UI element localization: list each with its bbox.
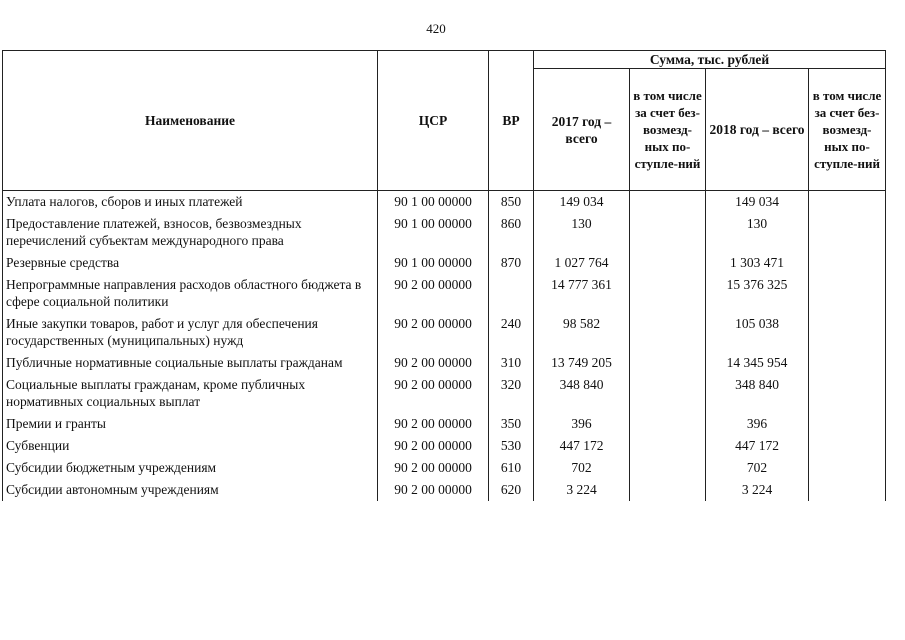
row-2018-total: 702 (706, 457, 809, 479)
row-vr: 530 (489, 435, 534, 457)
row-2017-free (630, 274, 706, 313)
table-row (3, 213, 886, 252)
row-vr: 350 (489, 413, 534, 435)
budget-table (2, 50, 886, 501)
row-2018-free (809, 479, 886, 501)
row-2018-free (809, 435, 886, 457)
row-csr: 90 1 00 00000 (378, 252, 489, 274)
row-2018-free (809, 352, 886, 374)
row-2017-free (630, 457, 706, 479)
row-2017-free (630, 191, 706, 214)
row-2018-free (809, 213, 886, 252)
row-name: Премии и гранты (3, 413, 378, 435)
row-2017-free (630, 352, 706, 374)
row-name: Резервные средства (3, 252, 378, 274)
header-2018-free: в том числе за счет без-возмезд-ных по-ступле-ний (809, 69, 886, 191)
table-row (3, 352, 886, 374)
row-csr: 90 2 00 00000 (378, 457, 489, 479)
row-vr (489, 274, 534, 313)
row-vr: 620 (489, 479, 534, 501)
row-2018-free (809, 274, 886, 313)
header-sum-group: Сумма, тыс. рублей (534, 51, 886, 69)
row-2017-total: 14 777 361 (534, 274, 630, 313)
row-2018-free (809, 252, 886, 274)
row-2017-free (630, 213, 706, 252)
row-name: Субсидии автономным учреждениям (3, 479, 378, 501)
row-csr: 90 2 00 00000 (378, 313, 489, 352)
row-name: Предоставление платежей, взносов, безвозмездных перечислений субъектам международного права (3, 213, 378, 252)
row-2018-total: 348 840 (706, 374, 809, 413)
row-vr: 850 (489, 191, 534, 214)
row-2017-free (630, 413, 706, 435)
page-number: 420 (426, 21, 446, 36)
row-2018-total: 396 (706, 413, 809, 435)
row-2018-total: 1 303 471 (706, 252, 809, 274)
row-2017-total: 447 172 (534, 435, 630, 457)
row-2018-free (809, 313, 886, 352)
row-2018-total: 15 376 325 (706, 274, 809, 313)
header-csr: ЦСР (378, 51, 489, 191)
row-csr: 90 1 00 00000 (378, 191, 489, 214)
row-2018-total: 3 224 (706, 479, 809, 501)
row-2018-free (809, 413, 886, 435)
table-row (3, 435, 886, 457)
row-csr: 90 1 00 00000 (378, 213, 489, 252)
row-2017-free (630, 313, 706, 352)
table-row (3, 374, 886, 413)
header-2017-total: 2017 год – всего (534, 69, 630, 191)
row-vr: 860 (489, 213, 534, 252)
row-csr: 90 2 00 00000 (378, 435, 489, 457)
row-2018-free (809, 374, 886, 413)
table-body (3, 191, 886, 502)
row-csr: 90 2 00 00000 (378, 479, 489, 501)
table-row (3, 191, 886, 214)
row-vr: 320 (489, 374, 534, 413)
row-2017-total: 396 (534, 413, 630, 435)
row-2017-total: 3 224 (534, 479, 630, 501)
table-row (3, 413, 886, 435)
row-name: Публичные нормативные социальные выплаты гражданам (3, 352, 378, 374)
row-2018-total: 105 038 (706, 313, 809, 352)
header-2018-total: 2018 год – всего (706, 69, 809, 191)
row-2017-total: 149 034 (534, 191, 630, 214)
row-vr: 310 (489, 352, 534, 374)
row-2017-free (630, 479, 706, 501)
row-name: Уплата налогов, сборов и иных платежей (3, 191, 378, 214)
row-2017-total: 130 (534, 213, 630, 252)
header-vr: ВР (489, 51, 534, 191)
row-2017-total: 13 749 205 (534, 352, 630, 374)
row-2018-total: 130 (706, 213, 809, 252)
row-name: Субвенции (3, 435, 378, 457)
row-vr: 870 (489, 252, 534, 274)
row-2017-free (630, 252, 706, 274)
row-2018-free (809, 457, 886, 479)
row-csr: 90 2 00 00000 (378, 413, 489, 435)
row-2017-total: 702 (534, 457, 630, 479)
header-name: Наименование (3, 51, 378, 191)
row-name: Непрограммные направления расходов областного бюджета в сфере социальной политики (3, 274, 378, 313)
row-csr: 90 2 00 00000 (378, 274, 489, 313)
row-csr: 90 2 00 00000 (378, 374, 489, 413)
row-csr: 90 2 00 00000 (378, 352, 489, 374)
row-name: Социальные выплаты гражданам, кроме публичных нормативных социальных выплат (3, 374, 378, 413)
table-row (3, 313, 886, 352)
row-2017-total: 98 582 (534, 313, 630, 352)
row-2018-free (809, 191, 886, 214)
row-2018-total: 149 034 (706, 191, 809, 214)
table-row (3, 274, 886, 313)
table-row (3, 479, 886, 501)
row-2017-free (630, 374, 706, 413)
table-header (3, 51, 886, 191)
row-vr: 240 (489, 313, 534, 352)
table-row (3, 457, 886, 479)
row-name: Субсидии бюджетным учреждениям (3, 457, 378, 479)
row-2017-total: 1 027 764 (534, 252, 630, 274)
row-2017-total: 348 840 (534, 374, 630, 413)
row-name: Иные закупки товаров, работ и услуг для обеспечения государственных (муниципальных) нужд (3, 313, 378, 352)
table-row (3, 252, 886, 274)
header-2017-free: в том числе за счет без-возмезд-ных по-ступле-ний (630, 69, 706, 191)
row-2017-free (630, 435, 706, 457)
row-2018-total: 447 172 (706, 435, 809, 457)
row-vr: 610 (489, 457, 534, 479)
row-2018-total: 14 345 954 (706, 352, 809, 374)
